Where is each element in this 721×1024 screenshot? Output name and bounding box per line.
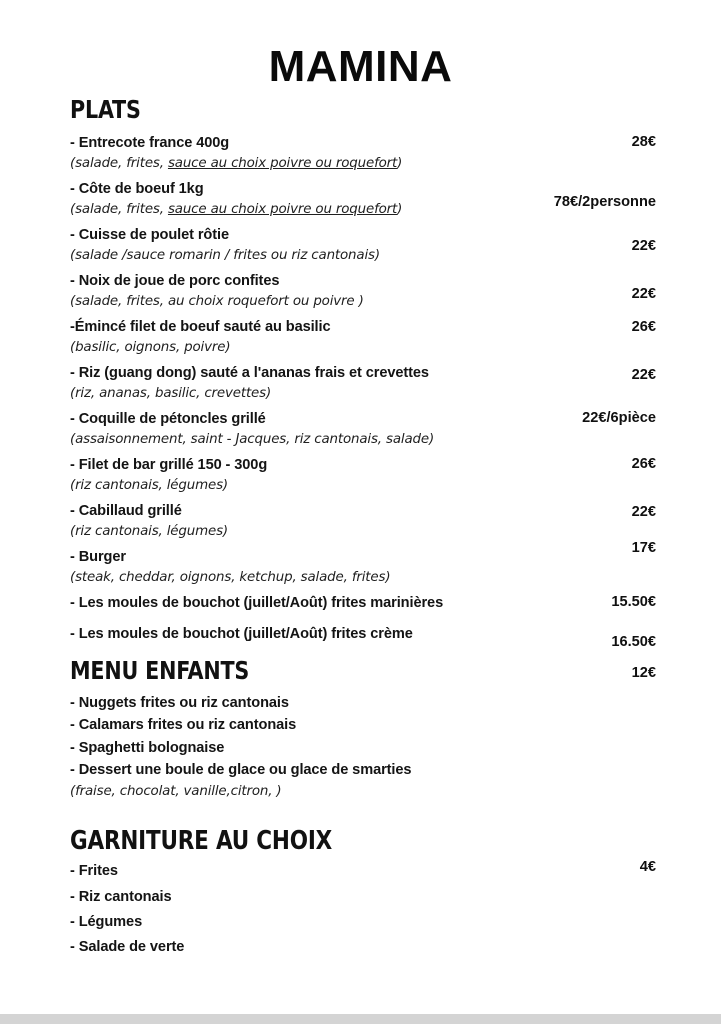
item-name: - Les moules de bouchot (juillet/Août) frites marinières (70, 595, 444, 612)
item-name: - Entrecote france 400g (70, 135, 230, 151)
menu-item-name: - Calamars frites ou riz cantonais (70, 717, 297, 734)
item-description: (fraise, chocolat, vanille,citron, ) (70, 784, 282, 800)
item-name: - Cuisse de poulet rôtie (70, 227, 229, 244)
menu-item (70, 501, 656, 541)
menu-content (70, 96, 656, 960)
item-price: 17€ (631, 540, 656, 557)
menu-item-name: - Spaghetti bolognaise (70, 739, 225, 756)
item-price: 22€ (631, 504, 656, 521)
item-price: 15.50€ (611, 594, 656, 611)
menu-item (70, 624, 656, 650)
section-price-menu-enfants: 12€ (631, 664, 656, 681)
item-name: - Burger (70, 549, 126, 566)
item-description (70, 154, 656, 173)
item-description: (riz cantonais, légumes) (70, 523, 228, 539)
menu-item (70, 133, 656, 173)
item-price: 22€/6pièce (582, 410, 656, 427)
item-name: - Cabillaud grillé (70, 503, 182, 520)
section-heading-garniture: GARNITURE AU CHOIX (70, 826, 333, 857)
desc-suffix: ) (397, 201, 403, 217)
desc-underlined: sauce au choix poivre ou roquefort (167, 155, 398, 171)
menu-item (70, 225, 656, 265)
item-price: 22€ (631, 367, 656, 384)
menu-item-name: - Salade de verte (70, 938, 185, 955)
item-name: - Côte de boeuf 1kg (70, 181, 204, 198)
item-price: 26€ (631, 456, 656, 473)
item-price: 78€/2personne (553, 194, 656, 211)
menu-item (70, 363, 656, 403)
menu-item (70, 455, 656, 495)
section-price-garniture: 4€ (639, 859, 656, 876)
item-description: (assaisonnement, saint - Jacques, riz cantonais, salade) (70, 431, 435, 447)
item-name: - Coquille de pétoncles grillé (70, 411, 266, 428)
item-price: 26€ (631, 319, 656, 336)
menu-item (70, 179, 656, 219)
section-heading-menu-enfants: MENU ENFANTS (70, 655, 250, 685)
menu-item-name: - Nuggets frites ou riz cantonais (70, 694, 289, 711)
menu-item-name: - Frites (70, 863, 118, 880)
item-description: (basilic, oignons, poivre) (70, 339, 231, 355)
item-name: - Les moules de bouchot (juillet/Août) frites crème (70, 625, 413, 642)
item-price: 28€ (631, 134, 656, 150)
section-row-menu-enfants (70, 657, 656, 684)
item-description: (riz, ananas, basilic, crevettes) (70, 385, 272, 401)
menu-item (70, 317, 656, 357)
item-description: (riz cantonais, légumes) (70, 477, 228, 493)
menu-item (70, 540, 656, 587)
item-description: (salade, frites, au choix roquefort ou poivre ) (70, 293, 364, 309)
item-name: -Émincé filet de boeuf sauté au basilic (70, 319, 331, 336)
item-name: - Riz (guang dong) sauté a l'ananas frais et crevettes (70, 365, 429, 382)
menu-item (70, 593, 656, 614)
page-bottom-edge (0, 1014, 721, 1024)
menu-item-name: - Dessert une boule de glace ou glace de smarties (70, 762, 412, 779)
item-price: 22€ (631, 238, 656, 255)
item-description: (steak, cheddar, oignons, ketchup, salade, frites) (70, 569, 391, 585)
section-heading-plats: PLATS (70, 95, 141, 124)
desc-prefix: (salade, frites, (70, 201, 168, 217)
menu-item-name: - Riz cantonais (70, 888, 172, 905)
item-price: 22€ (631, 286, 656, 303)
menu-item (70, 271, 656, 311)
item-name: - Noix de joue de porc confites (70, 273, 280, 290)
item-description: (salade /sauce romarin / frites ou riz cantonais) (70, 247, 380, 263)
menu-item-name: - Légumes (70, 913, 143, 930)
desc-prefix: (salade, frites, (70, 155, 168, 171)
desc-underlined: sauce au choix poivre ou roquefort (167, 201, 398, 217)
page-title: MAMINA (268, 42, 453, 91)
desc-suffix: ) (397, 155, 403, 171)
item-price: 16.50€ (611, 633, 656, 650)
menu-item (70, 409, 656, 449)
item-name: - Filet de bar grillé 150 - 300g (70, 457, 268, 474)
